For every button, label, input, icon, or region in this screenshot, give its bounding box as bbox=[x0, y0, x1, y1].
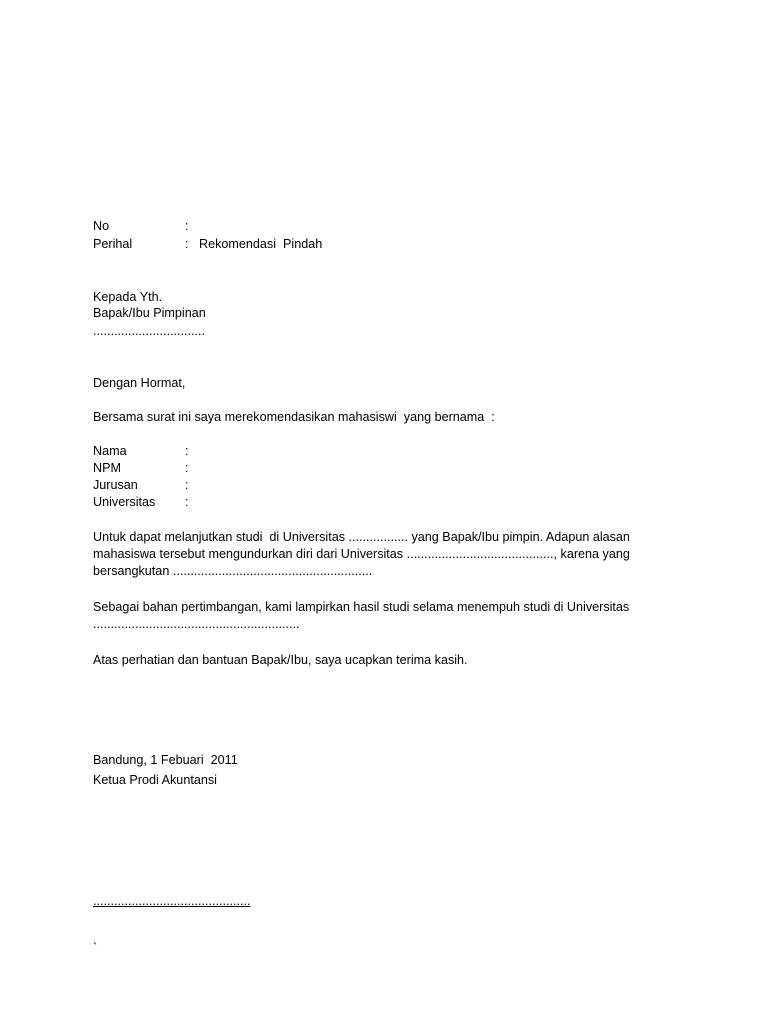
field-perihal bbox=[93, 237, 493, 253]
field-perihal-colon: : bbox=[185, 237, 189, 251]
field-no-label: No bbox=[93, 219, 110, 233]
student-field-jurusan bbox=[93, 478, 393, 494]
salutation: Dengan Hormat, bbox=[93, 376, 186, 390]
paragraph-line: mahasiswa tersebut mengundurkan diri dari Universitas .........................................., karena yang bbox=[93, 547, 630, 561]
student-field-colon: : bbox=[185, 444, 189, 458]
paragraph-line: bersangkutan ......................................................... bbox=[93, 564, 373, 578]
paragraph-attachment bbox=[93, 599, 653, 633]
recipient-greeting: Kepada Yth. bbox=[93, 290, 163, 304]
stray-mark: ` bbox=[93, 941, 98, 955]
student-field-label: Jurusan bbox=[93, 478, 138, 492]
place-date: Bandung, 1 Febuari 2011 bbox=[93, 753, 238, 767]
paragraph-line: Untuk dapat melanjutkan studi di Universitas ................. yang Bapak/Ibu pimpin. Adapun alasan bbox=[93, 530, 630, 544]
recipient-name: Bapak/Ibu Pimpinan bbox=[93, 306, 206, 320]
student-field-nama bbox=[93, 444, 393, 460]
signature-placeholder: ............................................. bbox=[93, 894, 251, 908]
student-field-npm bbox=[93, 461, 393, 477]
student-field-colon: : bbox=[185, 495, 189, 509]
field-perihal-value: Rekomendasi Pindah bbox=[199, 237, 323, 251]
student-field-label: NPM bbox=[93, 461, 121, 475]
recipient-placeholder: ................................ bbox=[93, 324, 205, 338]
student-field-colon: : bbox=[185, 461, 189, 475]
field-no bbox=[93, 219, 493, 235]
student-field-label: Nama bbox=[93, 444, 127, 458]
field-no-colon: : bbox=[185, 219, 189, 233]
field-perihal-label: Perihal bbox=[93, 237, 133, 251]
paragraph-reason bbox=[93, 529, 653, 580]
student-field-label: Universitas bbox=[93, 495, 156, 509]
student-field-colon: : bbox=[185, 478, 189, 492]
closing-text: Atas perhatian dan bantuan Bapak/Ibu, saya ucapkan terima kasih. bbox=[93, 653, 468, 667]
signer-title: Ketua Prodi Akuntansi bbox=[93, 773, 217, 787]
paragraph-line: Sebagai bahan pertimbangan, kami lampirkan hasil studi selama menempuh studi di Universitas bbox=[93, 600, 630, 614]
student-field-universitas bbox=[93, 495, 393, 511]
intro-text: Bersama surat ini saya merekomendasikan mahasiswi yang bernama : bbox=[93, 410, 495, 424]
paragraph-line: ........................................................... bbox=[93, 617, 300, 631]
